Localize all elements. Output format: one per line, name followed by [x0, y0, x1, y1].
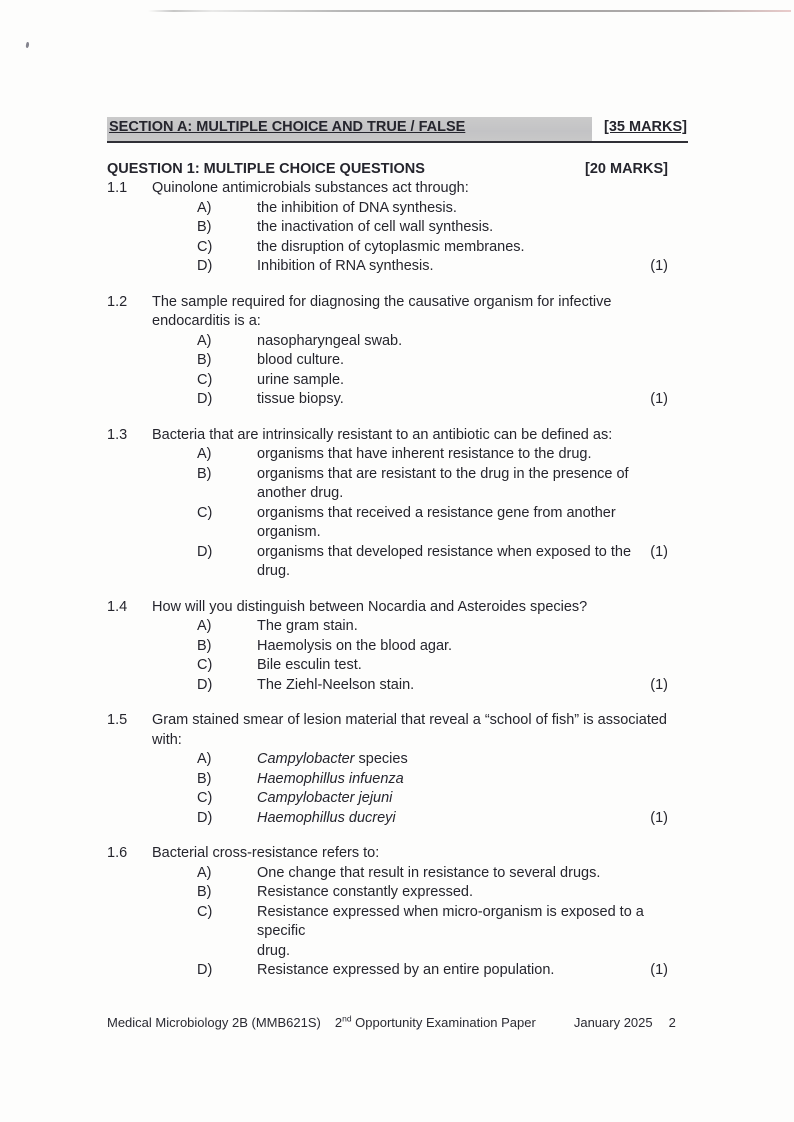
option-letter: A): [197, 446, 212, 462]
option-row: [107, 257, 668, 277]
question-options: [107, 864, 668, 981]
option-row: [107, 656, 668, 676]
option-text: The Ziehl-Neelson stain.: [257, 676, 415, 693]
question1-title: QUESTION 1: MULTIPLE CHOICE QUESTIONS: [107, 160, 425, 177]
question1-marks: [20 MARKS]: [585, 160, 668, 177]
question-text: Bacterial cross-resistance refers to:: [152, 845, 380, 861]
question-row: [107, 179, 668, 199]
option-row: [107, 809, 668, 829]
footer-date: January 2025: [573, 1015, 653, 1030]
option-letter: A): [197, 618, 212, 634]
section-header-bar: [107, 117, 688, 143]
ordinal-suffix: nd: [342, 1013, 352, 1024]
question-text: The sample required for diagnosing the causative organism for infective endocarditis is a:: [152, 293, 612, 329]
option-row: [107, 390, 668, 410]
page-footer: [107, 1013, 676, 1033]
scan-line-artifact: [148, 10, 791, 12]
scan-speck-artifact: [25, 42, 29, 48]
question-row: [107, 598, 668, 618]
option-text: nasopharyngeal swab.: [257, 332, 403, 349]
option-letter: B): [197, 770, 212, 787]
option-text: The gram stain.: [257, 618, 358, 634]
option-text: Haemolysis on the blood agar.: [257, 637, 453, 654]
question-row: [107, 426, 668, 446]
option-text: Inhibition of RNA synthesis.: [257, 258, 434, 274]
option-text: Resistance constantly expressed.: [257, 884, 473, 900]
option-row: [107, 789, 668, 809]
option-letter: C): [197, 903, 213, 920]
option-letter: C): [197, 504, 213, 521]
option-text: organisms that are resistant to the drug in the presence of another drug.: [257, 465, 629, 501]
option-text: blood culture.: [257, 352, 345, 368]
option-row: [107, 543, 668, 582]
question-number: 1.2: [107, 293, 128, 310]
option-row: [107, 883, 668, 903]
footer-paper-title: 2nd Opportunity Examination Paper: [334, 1013, 536, 1030]
option-letter: C): [197, 657, 213, 673]
option-row: [107, 617, 668, 637]
option-letter: A): [197, 864, 212, 881]
option-row: [107, 351, 668, 371]
option-text: tissue biopsy.: [257, 391, 344, 407]
section-title: SECTION A: MULTIPLE CHOICE AND TRUE / FALSE: [107, 117, 592, 141]
option-letter: C): [197, 238, 213, 255]
option-letter: D): [197, 676, 213, 693]
option-text: organisms that have inherent resistance to the drug.: [257, 446, 592, 462]
option-text: Haemophillus infuenza: [257, 770, 404, 787]
option-text: the inhibition of DNA synthesis.: [257, 199, 457, 216]
option-row: [107, 332, 668, 352]
option-row: [107, 903, 668, 962]
question-block: [107, 179, 668, 277]
option-row: [107, 637, 668, 657]
option-row: [107, 676, 668, 696]
question-block: [107, 844, 668, 981]
option-row: [107, 961, 668, 981]
option-text: Campylobacter species: [257, 751, 408, 767]
option-row: [107, 445, 668, 465]
option-text: Campylobacter jejuni: [257, 790, 393, 806]
option-letter: D): [197, 962, 213, 978]
question-number: 1.1: [107, 180, 128, 196]
option-letter: D): [197, 543, 213, 560]
footer-course: Medical Microbiology 2B (MMB621S): [107, 1015, 321, 1030]
question-number: 1.5: [107, 712, 128, 728]
question-row: [107, 293, 668, 332]
question-marks: (1): [650, 543, 668, 560]
option-letter: B): [197, 352, 212, 368]
footer-page-number: 2: [668, 1015, 676, 1030]
option-row: [107, 770, 668, 790]
question-block: [107, 598, 668, 696]
option-text: the disruption of cytoplasmic membranes.: [257, 238, 525, 255]
question-text: How will you distinguish between Nocardia and Asteroides species?: [152, 598, 588, 615]
question-text: Gram stained smear of lesion material that reveal a “school of fish” is associated with:: [152, 712, 667, 748]
question-options: [107, 199, 668, 277]
question-number: 1.4: [107, 598, 128, 615]
option-text: Resistance expressed when micro-organism is exposed to a specific drug.: [257, 903, 644, 959]
option-letter: B): [197, 637, 212, 654]
option-text: urine sample.: [257, 371, 345, 388]
question-block: [107, 711, 668, 828]
option-letter: C): [197, 371, 213, 388]
question-options: [107, 750, 668, 828]
option-letter: A): [197, 751, 212, 767]
question-options: [107, 332, 668, 410]
page-content: [107, 117, 688, 981]
option-letter: D): [197, 391, 213, 407]
option-row: [107, 371, 668, 391]
option-letter: C): [197, 790, 213, 806]
option-text: Haemophillus ducreyi: [257, 809, 396, 826]
question-block: [107, 426, 668, 582]
option-row: [107, 504, 668, 543]
option-text: Resistance expressed by an entire population.: [257, 962, 555, 978]
question-options: [107, 617, 668, 695]
option-row: [107, 864, 668, 884]
question-text: Bacteria that are intrinsically resistant to an antibiotic can be defined as:: [152, 426, 613, 443]
question-marks: (1): [650, 676, 668, 693]
section-marks: [35 MARKS]: [592, 117, 688, 141]
question-marks: (1): [650, 809, 668, 826]
option-text: organisms that received a resistance gene from another organism.: [257, 504, 616, 540]
question-number: 1.3: [107, 426, 128, 443]
question-marks: (1): [650, 258, 668, 274]
option-letter: A): [197, 332, 212, 349]
option-text: One change that result in resistance to several drugs.: [257, 864, 601, 881]
question-text: Quinolone antimicrobials substances act through:: [152, 180, 469, 196]
option-row: [107, 218, 668, 238]
option-text: Bile esculin test.: [257, 657, 362, 673]
option-row: [107, 238, 668, 258]
option-letter: D): [197, 809, 213, 826]
question-marks: (1): [650, 962, 668, 978]
questions-area: [107, 160, 688, 981]
option-row: [107, 750, 668, 770]
question-row: [107, 711, 668, 750]
option-text: organisms that developed resistance when exposed to the drug.: [257, 543, 632, 579]
option-row: [107, 465, 668, 504]
option-row: [107, 199, 668, 219]
option-letter: D): [197, 258, 213, 274]
option-text: the inactivation of cell wall synthesis.: [257, 219, 494, 235]
question-marks: (1): [650, 391, 668, 407]
option-letter: A): [197, 199, 212, 216]
option-letter: B): [197, 219, 212, 235]
question1-heading: [107, 160, 668, 180]
question-options: [107, 445, 668, 582]
question-number: 1.6: [107, 845, 128, 861]
option-letter: B): [197, 465, 212, 482]
option-letter: B): [197, 884, 212, 900]
question-row: [107, 844, 668, 864]
questions-list: [107, 179, 668, 981]
question-block: [107, 293, 668, 410]
